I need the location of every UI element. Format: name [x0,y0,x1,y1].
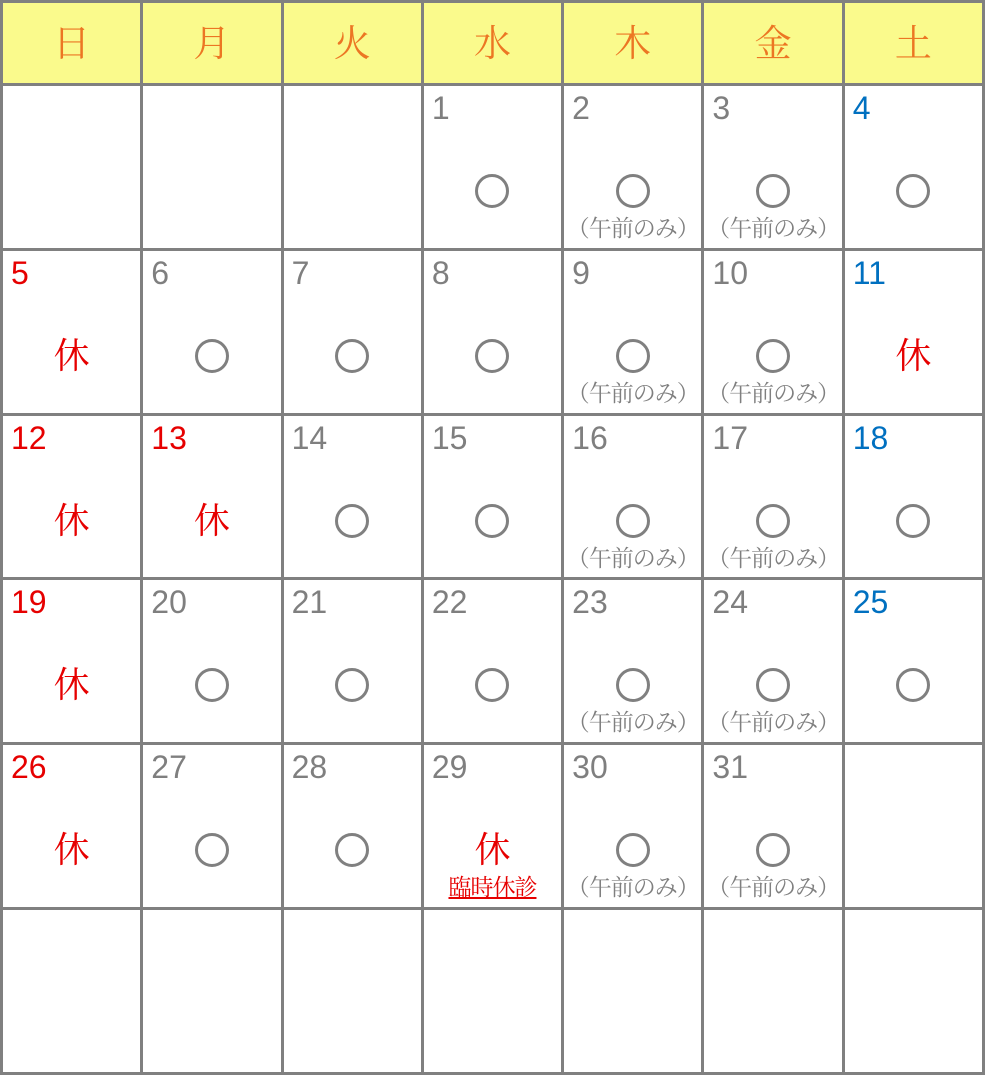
open-circle-mark [424,170,561,212]
day-cell-19 [3,580,140,742]
circle-icon [896,504,930,538]
morning-only-note: （午前のみ） [566,709,699,736]
morning-only-note: （午前のみ） [566,544,699,571]
circle-icon [335,833,369,867]
day-cell-29 [424,745,561,907]
circle-icon [195,833,229,867]
weekday-header-mon [143,3,280,83]
closed-mark: 休 [193,499,230,541]
open-circle-mark [284,829,421,871]
open-circle-mark [704,335,841,377]
day-number: 5 [11,254,29,291]
day-number: 26 [11,749,47,786]
weekday-header-tue [284,3,421,83]
weekday-label: 月 [193,22,231,64]
empty-cell [284,86,421,248]
closed-mark: 休 [53,664,90,706]
open-circle-mark [143,829,280,871]
empty-cell [284,910,421,1072]
day-cell-16 [564,416,701,578]
weekday-label: 金 [754,22,792,64]
weekday-header-sat [845,3,982,83]
circle-icon [475,174,509,208]
empty-cell [143,910,280,1072]
day-cell-17 [704,416,841,578]
circle-icon [616,339,650,373]
day-cell-3 [704,86,841,248]
open-circle-mark [564,500,701,542]
day-cell-9 [564,251,701,413]
circle-icon [335,504,369,538]
open-circle-mark [143,335,280,377]
morning-only-note: （午前のみ） [707,215,840,241]
day-number: 9 [572,254,590,291]
day-number: 23 [572,584,608,621]
circle-icon [756,668,790,702]
day-cell-21 [284,580,421,742]
open-circle-mark [845,170,982,212]
day-number: 25 [852,584,889,621]
circle-icon [335,668,369,702]
weekday-label: 水 [473,22,511,64]
open-circle-mark [424,335,561,377]
day-number: 24 [712,584,749,621]
morning-only-note: （午前のみ） [707,379,840,406]
day-cell-8 [424,251,561,413]
circle-icon [756,339,790,373]
day-number: 12 [11,419,47,456]
day-cell-23 [564,580,701,742]
day-cell-25 [845,580,982,742]
open-circle-mark [284,500,421,542]
open-circle-mark [704,829,841,871]
day-cell-1 [424,86,561,248]
weekday-header-fri [704,3,841,83]
day-number: 1 [431,90,450,126]
weekday-header-sun [3,3,140,83]
open-circle-mark [845,500,982,542]
open-circle-mark [143,664,280,706]
empty-cell [845,745,982,907]
weekday-header-thu [564,3,701,83]
circle-icon [475,339,509,373]
empty-cell [143,86,280,248]
day-number: 8 [431,254,450,291]
day-cell-6 [143,251,280,413]
open-circle-mark [424,664,561,706]
day-number: 15 [431,419,468,456]
special-closure-note: 臨時休診 [448,874,537,901]
open-circle-mark [424,500,561,542]
morning-only-note: （午前のみ） [707,544,840,571]
day-cell-11 [845,251,982,413]
open-circle-mark [704,664,841,706]
day-cell-28 [284,745,421,907]
day-number: 6 [151,254,170,291]
morning-only-note: （午前のみ） [707,874,840,901]
day-cell-5 [3,251,140,413]
circle-icon [756,504,790,538]
day-number: 17 [712,419,749,456]
day-cell-22 [424,580,561,742]
day-cell-18 [845,416,982,578]
empty-cell [845,910,982,1072]
day-number: 19 [11,584,47,621]
circle-icon [616,833,650,867]
empty-cell [704,910,841,1072]
day-cell-26 [3,745,140,907]
open-circle-mark [564,664,701,706]
day-number: 11 [852,254,886,291]
closed-mark: 休 [53,829,90,871]
day-cell-12 [3,416,140,578]
open-circle-mark [704,500,841,542]
closed-mark: 休 [53,334,90,376]
day-number: 16 [572,419,608,456]
day-number: 2 [572,90,590,126]
weekday-label: 日 [53,22,91,64]
morning-only-note: （午前のみ） [707,709,840,736]
day-cell-31 [704,745,841,907]
circle-icon [475,504,509,538]
day-number: 18 [852,419,889,456]
day-cell-10 [704,251,841,413]
day-number: 30 [572,749,608,786]
day-cell-30 [564,745,701,907]
circle-icon [896,174,930,208]
circle-icon [756,174,790,208]
day-number: 7 [291,254,310,291]
day-cell-20 [143,580,280,742]
weekday-label: 木 [614,22,652,64]
open-circle-mark [564,170,701,212]
day-cell-4 [845,86,982,248]
day-cell-2 [564,86,701,248]
weekday-label: 火 [333,22,371,64]
circle-icon [616,174,650,208]
circle-icon [616,504,650,538]
day-number: 31 [712,749,749,786]
empty-cell [424,910,561,1072]
day-number: 22 [431,584,468,621]
day-number: 29 [431,749,468,786]
empty-cell [564,910,701,1072]
circle-icon [195,668,229,702]
day-number: 21 [291,584,328,621]
closed-mark: 休 [895,334,932,376]
day-cell-7 [284,251,421,413]
empty-cell [3,910,140,1072]
circle-icon [475,668,509,702]
open-circle-mark [564,335,701,377]
circle-icon [616,668,650,702]
day-cell-27 [143,745,280,907]
circle-icon [896,668,930,702]
day-number: 14 [291,419,328,456]
open-circle-mark [845,664,982,706]
day-number: 28 [291,749,328,786]
open-circle-mark [564,829,701,871]
open-circle-mark [284,664,421,706]
day-number: 4 [852,90,871,126]
day-cell-13 [143,416,280,578]
morning-only-note: （午前のみ） [566,215,699,241]
circle-icon [195,339,229,373]
day-number: 20 [151,584,187,621]
circle-icon [756,833,790,867]
circle-icon [335,339,369,373]
weekday-label: 土 [894,22,932,64]
weekday-header-wed [424,3,561,83]
open-circle-mark [284,335,421,377]
closed-mark: 休 [474,829,511,871]
day-number: 13 [151,419,187,456]
day-number: 27 [151,749,187,786]
open-circle-mark [704,170,841,212]
closed-mark: 休 [53,499,90,541]
day-cell-14 [284,416,421,578]
day-number: 3 [712,90,731,126]
morning-only-note: （午前のみ） [566,379,699,406]
day-cell-24 [704,580,841,742]
day-number: 10 [712,254,749,291]
morning-only-note: （午前のみ） [566,874,699,901]
day-cell-15 [424,416,561,578]
empty-cell [3,86,140,248]
